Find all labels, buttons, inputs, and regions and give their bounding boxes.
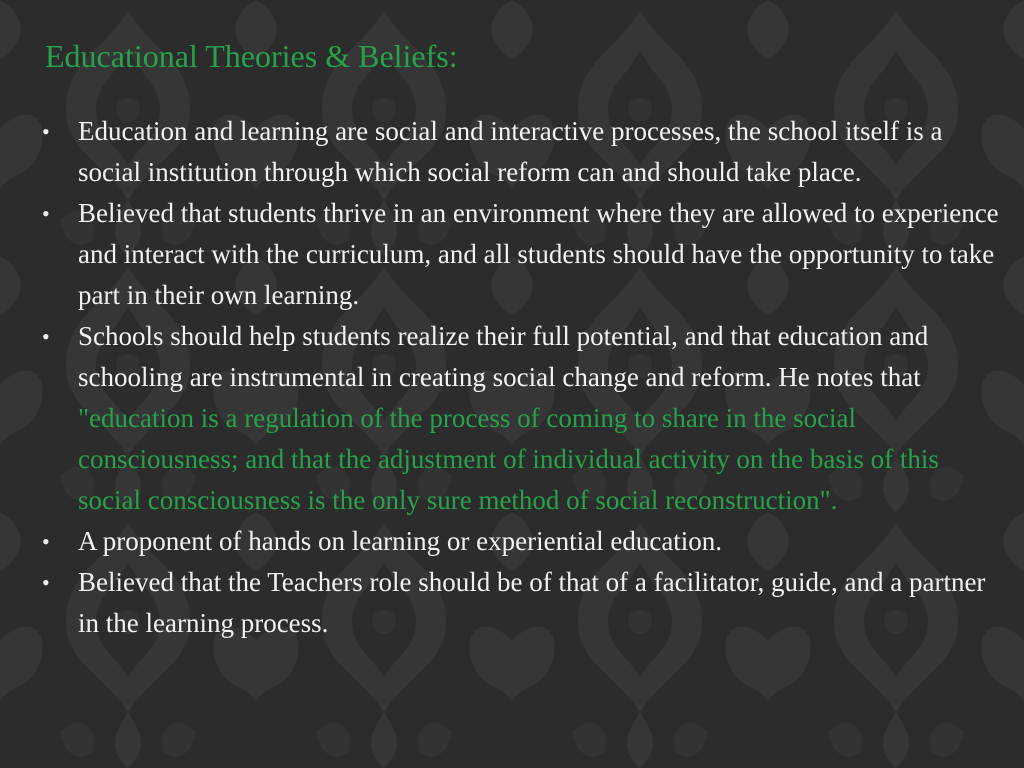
bullet-dot-icon: • xyxy=(42,201,50,226)
bullet-list xyxy=(0,111,1000,644)
bullet-text: Believed that students thrive in an environment where they are allowed to experience and interact with the curriculum, and all students should have the opportunity to take part in their own learning. xyxy=(78,198,999,310)
dewey-quote: "education is a regulation of the process of coming to share in the social consciousness; and that the adjustment of individual activity on the basis of this social consciousness is the only sure method of social reconstruction". xyxy=(78,403,939,515)
bullet-dot-icon: • xyxy=(42,119,50,144)
bullet-text: Education and learning are social and interactive processes, the school itself is a social institution through which social reform can and should take place. xyxy=(78,116,943,187)
bullet-text: Believed that the Teachers role should be of that of a facilitator, guide, and a partner in the learning process. xyxy=(78,567,986,638)
bullet-dot-icon: • xyxy=(42,570,50,595)
bullet-dot-icon: • xyxy=(42,529,50,554)
bullet-item xyxy=(0,193,1000,316)
bullet-text: A proponent of hands on learning or experiential education. xyxy=(78,526,723,556)
bullet-item xyxy=(0,562,1000,644)
slide-title: Educational Theories & Beliefs: xyxy=(45,38,458,74)
bullet-text: Schools should help students realize their full potential, and that education and schooling are instrumental in creating social change and reform. He notes that xyxy=(78,321,929,392)
bullet-dot-icon: • xyxy=(42,324,50,349)
bullet-item xyxy=(0,111,1000,193)
bullet-item xyxy=(0,521,1000,562)
bullet-item xyxy=(0,316,1000,521)
